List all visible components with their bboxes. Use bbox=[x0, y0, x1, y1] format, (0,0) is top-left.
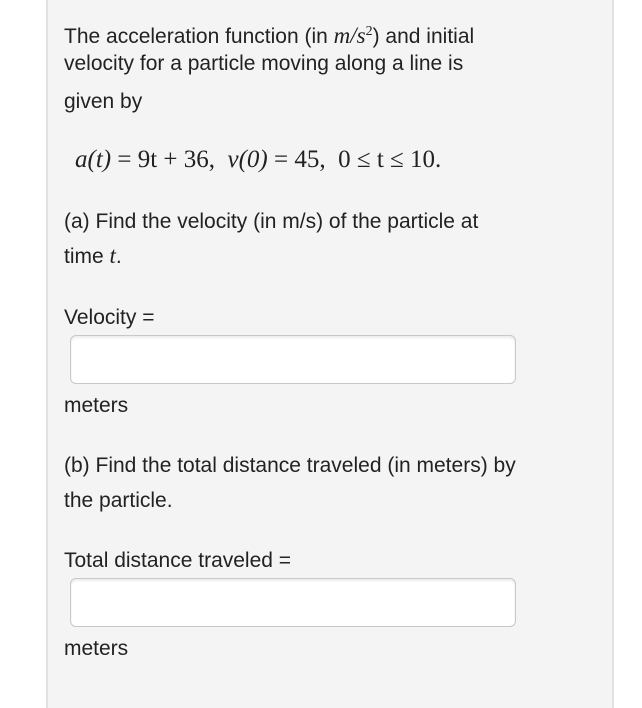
equation bbox=[75, 146, 441, 174]
eq-velocity: v(0) bbox=[227, 146, 268, 173]
part-b-line-2: the particle. bbox=[64, 489, 173, 512]
intro-text: The acceleration function (in bbox=[64, 25, 334, 48]
part-a-line-2 bbox=[64, 240, 122, 272]
part-b-line-1: (b) Find the total distance traveled (in meters) by bbox=[64, 454, 516, 477]
eq-acceleration-rhs: = 9t + 36, bbox=[111, 146, 228, 173]
intro-line-1 bbox=[64, 16, 474, 52]
part-a-var: t bbox=[109, 243, 116, 268]
distance-label: Total distance traveled = bbox=[64, 549, 292, 572]
intro-text-end: ) and initial bbox=[372, 25, 475, 48]
unit-exponent: 2 bbox=[365, 24, 373, 39]
intro-line-3: given by bbox=[64, 90, 143, 113]
eq-velocity-rhs: = 45, 0 ≤ t ≤ 10. bbox=[267, 146, 442, 173]
part-a-text: time bbox=[64, 245, 110, 268]
distance-input[interactable] bbox=[70, 578, 516, 627]
part-a-period: . bbox=[115, 245, 122, 268]
part-a-line-1: (a) Find the velocity (in m/s) of the particle at bbox=[64, 210, 479, 233]
intro-line-2: velocity for a particle moving along a line is bbox=[64, 52, 464, 75]
eq-acceleration: a(t) bbox=[75, 146, 112, 173]
distance-unit: meters bbox=[64, 637, 129, 660]
velocity-unit: meters bbox=[64, 394, 129, 417]
velocity-label: Velocity = bbox=[64, 306, 155, 329]
unit-math: m/s bbox=[333, 23, 366, 48]
velocity-input[interactable] bbox=[70, 335, 516, 384]
